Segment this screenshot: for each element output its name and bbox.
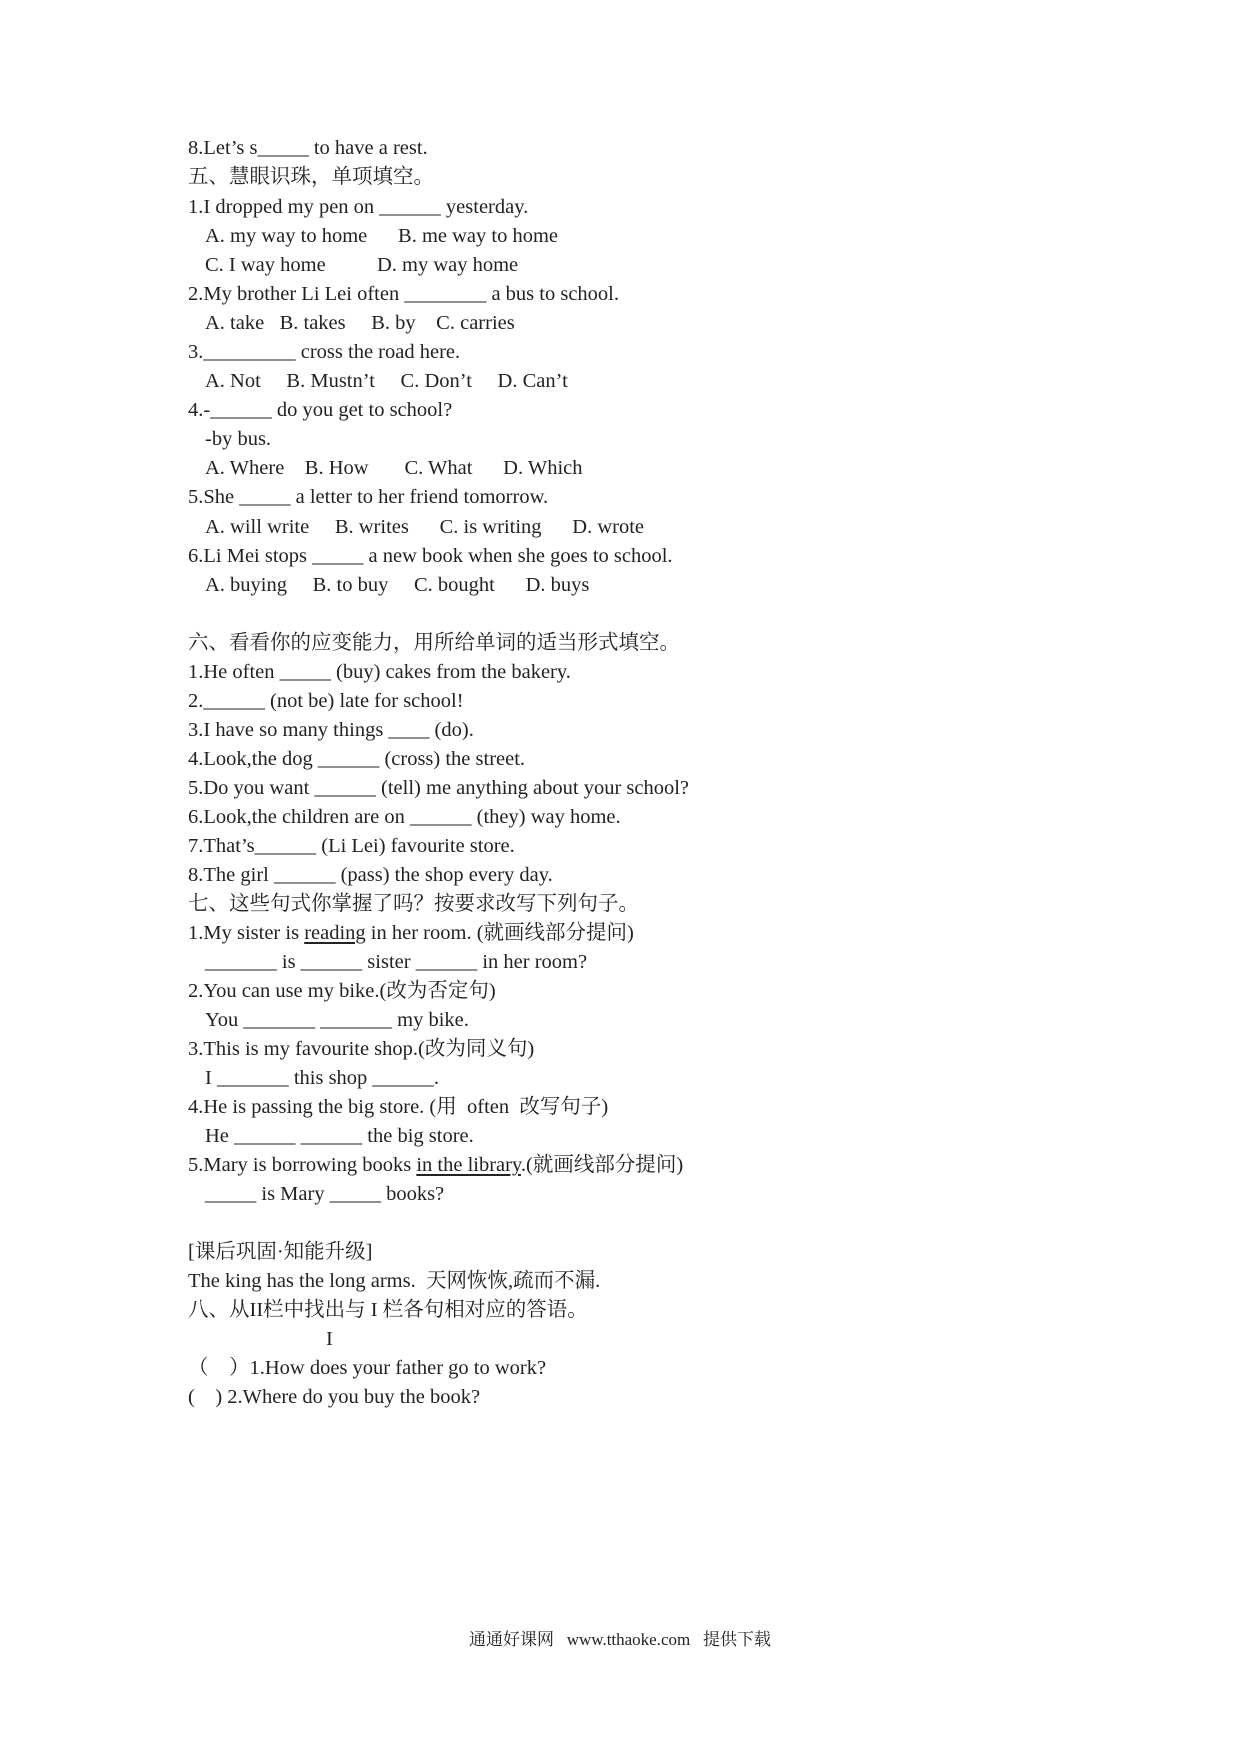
- match-line: （ ）1.How does your father go to work?: [188, 1357, 547, 1379]
- answer-line: I _______ this shop ______.: [205, 1067, 440, 1089]
- options-line: A. my way to home B. me way to home: [205, 225, 559, 247]
- question-line: 7.That’s______ (Li Lei) favourite store.: [188, 835, 515, 857]
- answer-line: You _______ _______ my bike.: [205, 1009, 469, 1031]
- question-text: .(就画线部分提问): [520, 1154, 684, 1176]
- options-line: C. I way home D. my way home: [205, 254, 519, 276]
- exercise-line: 8.Let’s s_____ to have a rest.: [188, 137, 428, 159]
- options-line: A. take B. takes B. by C. carries: [205, 312, 515, 334]
- section-heading-8: 八、从II栏中找出与 I 栏各句相对应的答语。: [188, 1299, 588, 1321]
- column-label-i: I: [326, 1328, 333, 1350]
- question-text: 1.My sister is: [188, 922, 305, 944]
- section-heading-5: 五、慧眼识珠，单项填空。: [188, 166, 434, 188]
- options-line: A. Not B. Mustn’t C. Don’t D. Can’t: [205, 370, 568, 392]
- question-line: 2.My brother Li Lei often ________ a bus to school.: [188, 283, 620, 305]
- question-line: 5.Do you want ______ (tell) me anything about your school?: [188, 777, 690, 799]
- answer-line: He ______ ______ the big store.: [205, 1125, 474, 1147]
- question-line: 8.The girl ______ (pass) the shop every day.: [188, 864, 553, 886]
- question-line: 3._________ cross the road here.: [188, 341, 461, 363]
- options-line: A. buying B. to buy C. bought D. buys: [205, 574, 590, 596]
- question-line: 5.She _____ a letter to her friend tomorrow.: [188, 486, 549, 508]
- answer-line: _____ is Mary _____ books?: [205, 1183, 445, 1205]
- underlined-word: reading: [304, 922, 366, 944]
- question-line: 6.Li Mei stops _____ a new book when she goes to school.: [188, 545, 673, 567]
- question-line: 2.______ (not be) late for school!: [188, 690, 464, 712]
- question-line: 3.I have so many things ____ (do).: [188, 719, 474, 741]
- match-line: ( ) 2.Where do you buy the book?: [188, 1386, 481, 1408]
- question-line: 6.Look,the children are on ______ (they) way home.: [188, 806, 621, 828]
- proverb-line: The king has the long arms. 天网恢恢,疏而不漏.: [188, 1270, 601, 1292]
- question-text: 5.Mary is borrowing books: [188, 1154, 417, 1176]
- question-line: 4.Look,the dog ______ (cross) the street.: [188, 748, 526, 770]
- question-line: 4.-______ do you get to school?: [188, 399, 453, 421]
- question-line: [188, 920, 634, 946]
- underlined-phrase: in the library: [416, 1154, 521, 1176]
- answer-line: -by bus.: [205, 428, 272, 450]
- question-line: 2.You can use my bike.(改为否定句): [188, 980, 496, 1002]
- footer-credit: 通通好课网 www.tthaoke.com 提供下载: [468, 1630, 772, 1649]
- section-heading-extra: [课后巩固·知能升级]: [188, 1241, 373, 1263]
- options-line: A. Where B. How C. What D. Which: [205, 457, 583, 479]
- section-heading-7: 七、这些句式你掌握了吗？按要求改写下列句子。: [188, 893, 639, 915]
- question-line: 1.I dropped my pen on ______ yesterday.: [188, 196, 529, 218]
- question-line: 1.He often _____ (buy) cakes from the bakery.: [188, 661, 571, 683]
- question-line: 3.This is my favourite shop.(改为同义句): [188, 1038, 535, 1060]
- options-line: A. will write B. writes C. is writing D. wrote: [205, 516, 645, 538]
- answer-line: _______ is ______ sister ______ in her room?: [205, 951, 588, 973]
- section-heading-6: 六、看看你的应变能力，用所给单词的适当形式填空。: [188, 632, 680, 654]
- question-line: 4.He is passing the big store. (用 often 改写句子): [188, 1096, 609, 1118]
- question-text: in her room. (就画线部分提问): [365, 922, 634, 944]
- question-line: [188, 1152, 683, 1178]
